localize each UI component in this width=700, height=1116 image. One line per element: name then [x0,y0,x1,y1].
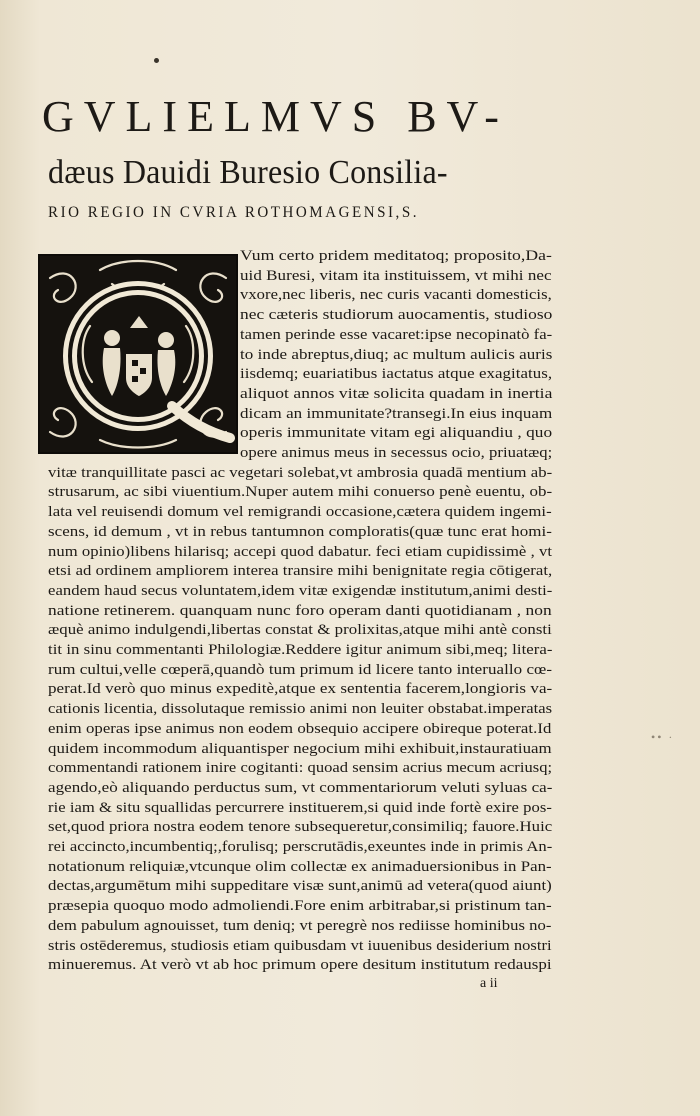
text-line: opere animus meus in secessus ocio, priuatæq; [240,444,553,461]
signature-mark: a ii [480,976,498,991]
text-line: æquè animo indulgendi,libertas constat & prolixitas,atque mihi antè consti [48,621,552,639]
text-line: agendo,eò aliquando perductus sum, vt commentariorum veluti syluas ca- [48,778,553,796]
text-line: perat.Id verò quo minus expeditè,atque ex sententia facerem,longioris va- [48,680,553,698]
text-line: num opinio)libens hilarisq; accepi quod dabatur. feci etiam cupidissimè , vt [48,542,553,560]
text-line: iisdemq; euariatibus iactatus atque exagitatus, [240,365,553,383]
text-line: cationis licentia, dissolutaque remissio animi non leuiter obstabat.imperatas [48,700,553,718]
text-line: eandem haud secus voluntatem,idem vitæ exigendæ institutum,animi desti- [48,581,553,599]
text-line: natione retinerem. quanquam nunc foro operam danti quotidianam , non [48,601,552,619]
heading-line-1: GVLIELMVS BV- [42,92,509,141]
text-line: tamen perinde esse vacaret:ipse necopinatò fa- [240,325,553,343]
text-line: tit in sinu commentanti Philologiæ.Reddere igitur animum sibi,meq; litera- [48,641,553,658]
text-line: lata vel reuisendi domum vel remigrandi occasione,cætera quidem ingemi- [48,503,552,521]
text-line: Vum certo pridem meditatoq; proposito,Da- [240,247,552,264]
text-line: strusarum, ac sibi viuentium.Nuper autem mihi conuerso penè euentu, ob- [48,483,553,501]
text-line: vxore,nec liberis, nec curis vacanti domesticis, [240,286,552,304]
text-line: dicam an immunitate?transegi.In eius inquam [240,404,553,422]
decorated-initial-q [38,254,238,454]
text-line: scens, id demum , vt in rebus tantumnon comploratis(quæ tunc erat homi- [48,522,552,540]
text-line: rie iam & situ squallidas percurrere instituerem,si quid inde fortè exire pos- [48,798,552,816]
text-line: operis immunitate vitam egi aliquandiu , quo [240,424,553,442]
heading-line-3: RIO REGIO IN CVRIA ROTHOMAGENSI,S. [48,204,420,221]
text-line: rei accincto,incumbentiq;,forulisq; perscrutādis,exeuntes inde in primis An- [48,838,553,855]
text-line: rum cultui,velle cœperā,quandò tum primum id licere tanto interuallo cœ- [48,660,553,678]
heading-line-2: dæus Dauidi Buresio Consilia- [48,154,448,191]
printer-dot [154,58,159,63]
text-line: aliquot annos vitæ solicita quadam in inertia [240,384,553,402]
text-line: nec cæteris studiorum auocamentis, studioso [240,306,553,324]
text-line: minueremus. At verò vt ab hoc primum opere desitum institutum redauspi [48,956,552,974]
text-line: vitæ tranquillitate pasci ac vegetari solebat,vt ambrosia quadā mentium ab- [48,463,553,481]
text-line: enim operas ipse animus non eodem obsequio accipere obireque poterat.Id [48,719,552,737]
text-line: notationum reliquiæ,vtcunque olim collectæ ex animaduersionibus in Pan- [48,857,552,875]
text-line: to inde abreptus,diuq; ac multum aulicis auris [240,345,553,363]
text-line: stris ostēderemus, studiosis etiam quibusdam vt iuuenibus desiderium nostri [48,936,552,954]
ornamental-initial-icon [40,256,236,452]
text-line: dem pabulum agnouisset, tum deniq; vt peregrè nos rediisse hominibus no- [48,916,552,934]
margin-mark: •• · [651,730,675,744]
text-line: dectas,argumētum mihi suppeditare visæ sunt,animū ad vetera(quod aiunt) [48,877,552,895]
text-line: uid Buresi, vitam ita instituissem, vt mihi nec [240,266,552,284]
text-line: etsi ad ordinem ampliorem interea transire mihi benignitate regia cōtigerat, [48,562,553,580]
text-line: set,quod priora nostra eodem tenore subsequeretur,consimiliq; fauore.Huic [48,818,553,836]
text-line: quidem incommodum aliquantisper negocium mihi exhibuit,instauratiuam [48,739,552,757]
text-line: præsepia quoquo modo admoliendi.Fore enim arbitrabar,si pristinum tan- [48,897,552,915]
text-line: commentandi rationem inire cogitanti: quoad sensim acrius mecum acriusq; [48,759,553,777]
